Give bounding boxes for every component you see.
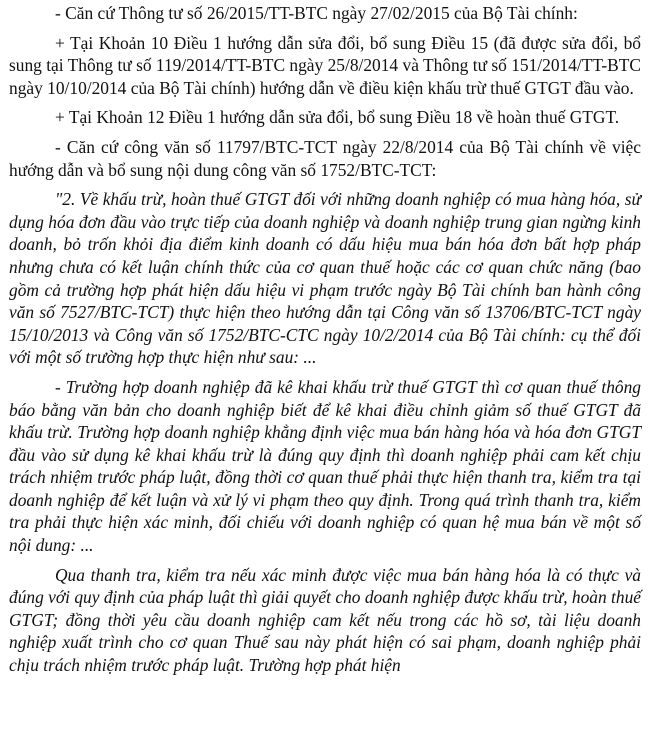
quoted-paragraph-declared-deduction: - Trường hợp doanh nghiệp đã kê khai khấu trừ thuế GTGT thì cơ quan thuế thông báo bằng văn bản cho doanh nghiệp biết để kê khai điều chỉnh giảm số thuế GTGT đã khấu trừ. Trường hợp doanh nghiệp khẳng định việc mua bán hàng hóa và hóa đơn GTGT đầu vào sử dụng kê khai khấu trừ là đúng quy định thì doanh nghiệp phải cam kết chịu trách nhiệm trước pháp luật, đồng thời cơ quan thuế phải thực hiện thanh tra, kiểm tra tại doanh nghiệp để kết luận và xử lý vi phạm theo quy định. Trong quá trình thanh tra, kiểm tra phải thực hiện xác minh, đối chiếu với doanh nghiệp có quan hệ mua bán về một số nội dung: ... [9, 376, 641, 556]
paragraph-circular-26-2015: - Căn cứ Thông tư số 26/2015/TT-BTC ngày 27/02/2015 của Bộ Tài chính: [55, 3, 578, 23]
paragraph-clause-10: + Tại Khoản 10 Điều 1 hướng dẫn sửa đổi, bổ sung Điều 15 (đã được sửa đổi, bổ sung tại Thông tư số 119/2014/TT-BTC ngày 25/8/2014 và Thông tư số 151/2014/TT-BTC ngày 10/10/2014 của Bộ Tài chính) hướng dẫn về điều kiện khấu trừ thuế GTGT đầu vào. [9, 32, 641, 98]
paragraph-clause-12: + Tại Khoản 12 Điều 1 hướng dẫn sửa đổi, bổ sung Điều 18 về hoàn thuế GTGT. [55, 107, 620, 128]
quoted-paragraph-deduction-refund: "2. Về khấu trừ, hoàn thuế GTGT đối với những doanh nghiệp có mua hàng hóa, sử dụng hóa đơn đầu vào trực tiếp của doanh nghiệp và doanh nghiệp trung gian ngừng kinh doanh, bỏ trốn khỏi địa điểm kinh doanh có dấu hiệu mua bán hóa đơn bất hợp pháp nhưng chưa có kết luận chính thức của cơ quan thuế hoặc các cơ quan chức năng (bao gồm cả trường hợp phát hiện dấu hiệu vi phạm trước ngày Bộ Tài chính ban hành công văn số 7527/BTC-TCT) thực hiện theo hướng dẫn tại Công văn số 13706/BTC-TCT ngày 15/10/2013 và Công văn số 1752/BTC-CTC ngày 10/2/2014 của Bộ Tài chính: cụ thể đối với một số trường hợp thực hiện như sau: ... [9, 189, 641, 368]
paragraph-official-letter-11797: - Căn cứ công văn số 11797/BTC-TCT ngày 22/8/2014 của Bộ Tài chính về việc hướng dẫn và bổ sung nội dung công văn số 1752/BTC-TCT: [9, 136, 641, 180]
quoted-paragraph-inspection: Qua thanh tra, kiểm tra nếu xác minh được việc mua bán hàng hóa là có thực và đúng với quy định của pháp luật thì giải quyết cho doanh nghiệp được khấu trừ, hoàn thuế GTGT; đồng thời yêu cầu doanh nghiệp cam kết nếu trong các hồ sơ, tài liệu doanh nghiệp xuất trình cho cơ quan Thuế sau này phát hiện có sai phạm, doanh nghiệp phải chịu trách nhiệm trước pháp luật. Trường hợp phát hiện [9, 564, 641, 676]
